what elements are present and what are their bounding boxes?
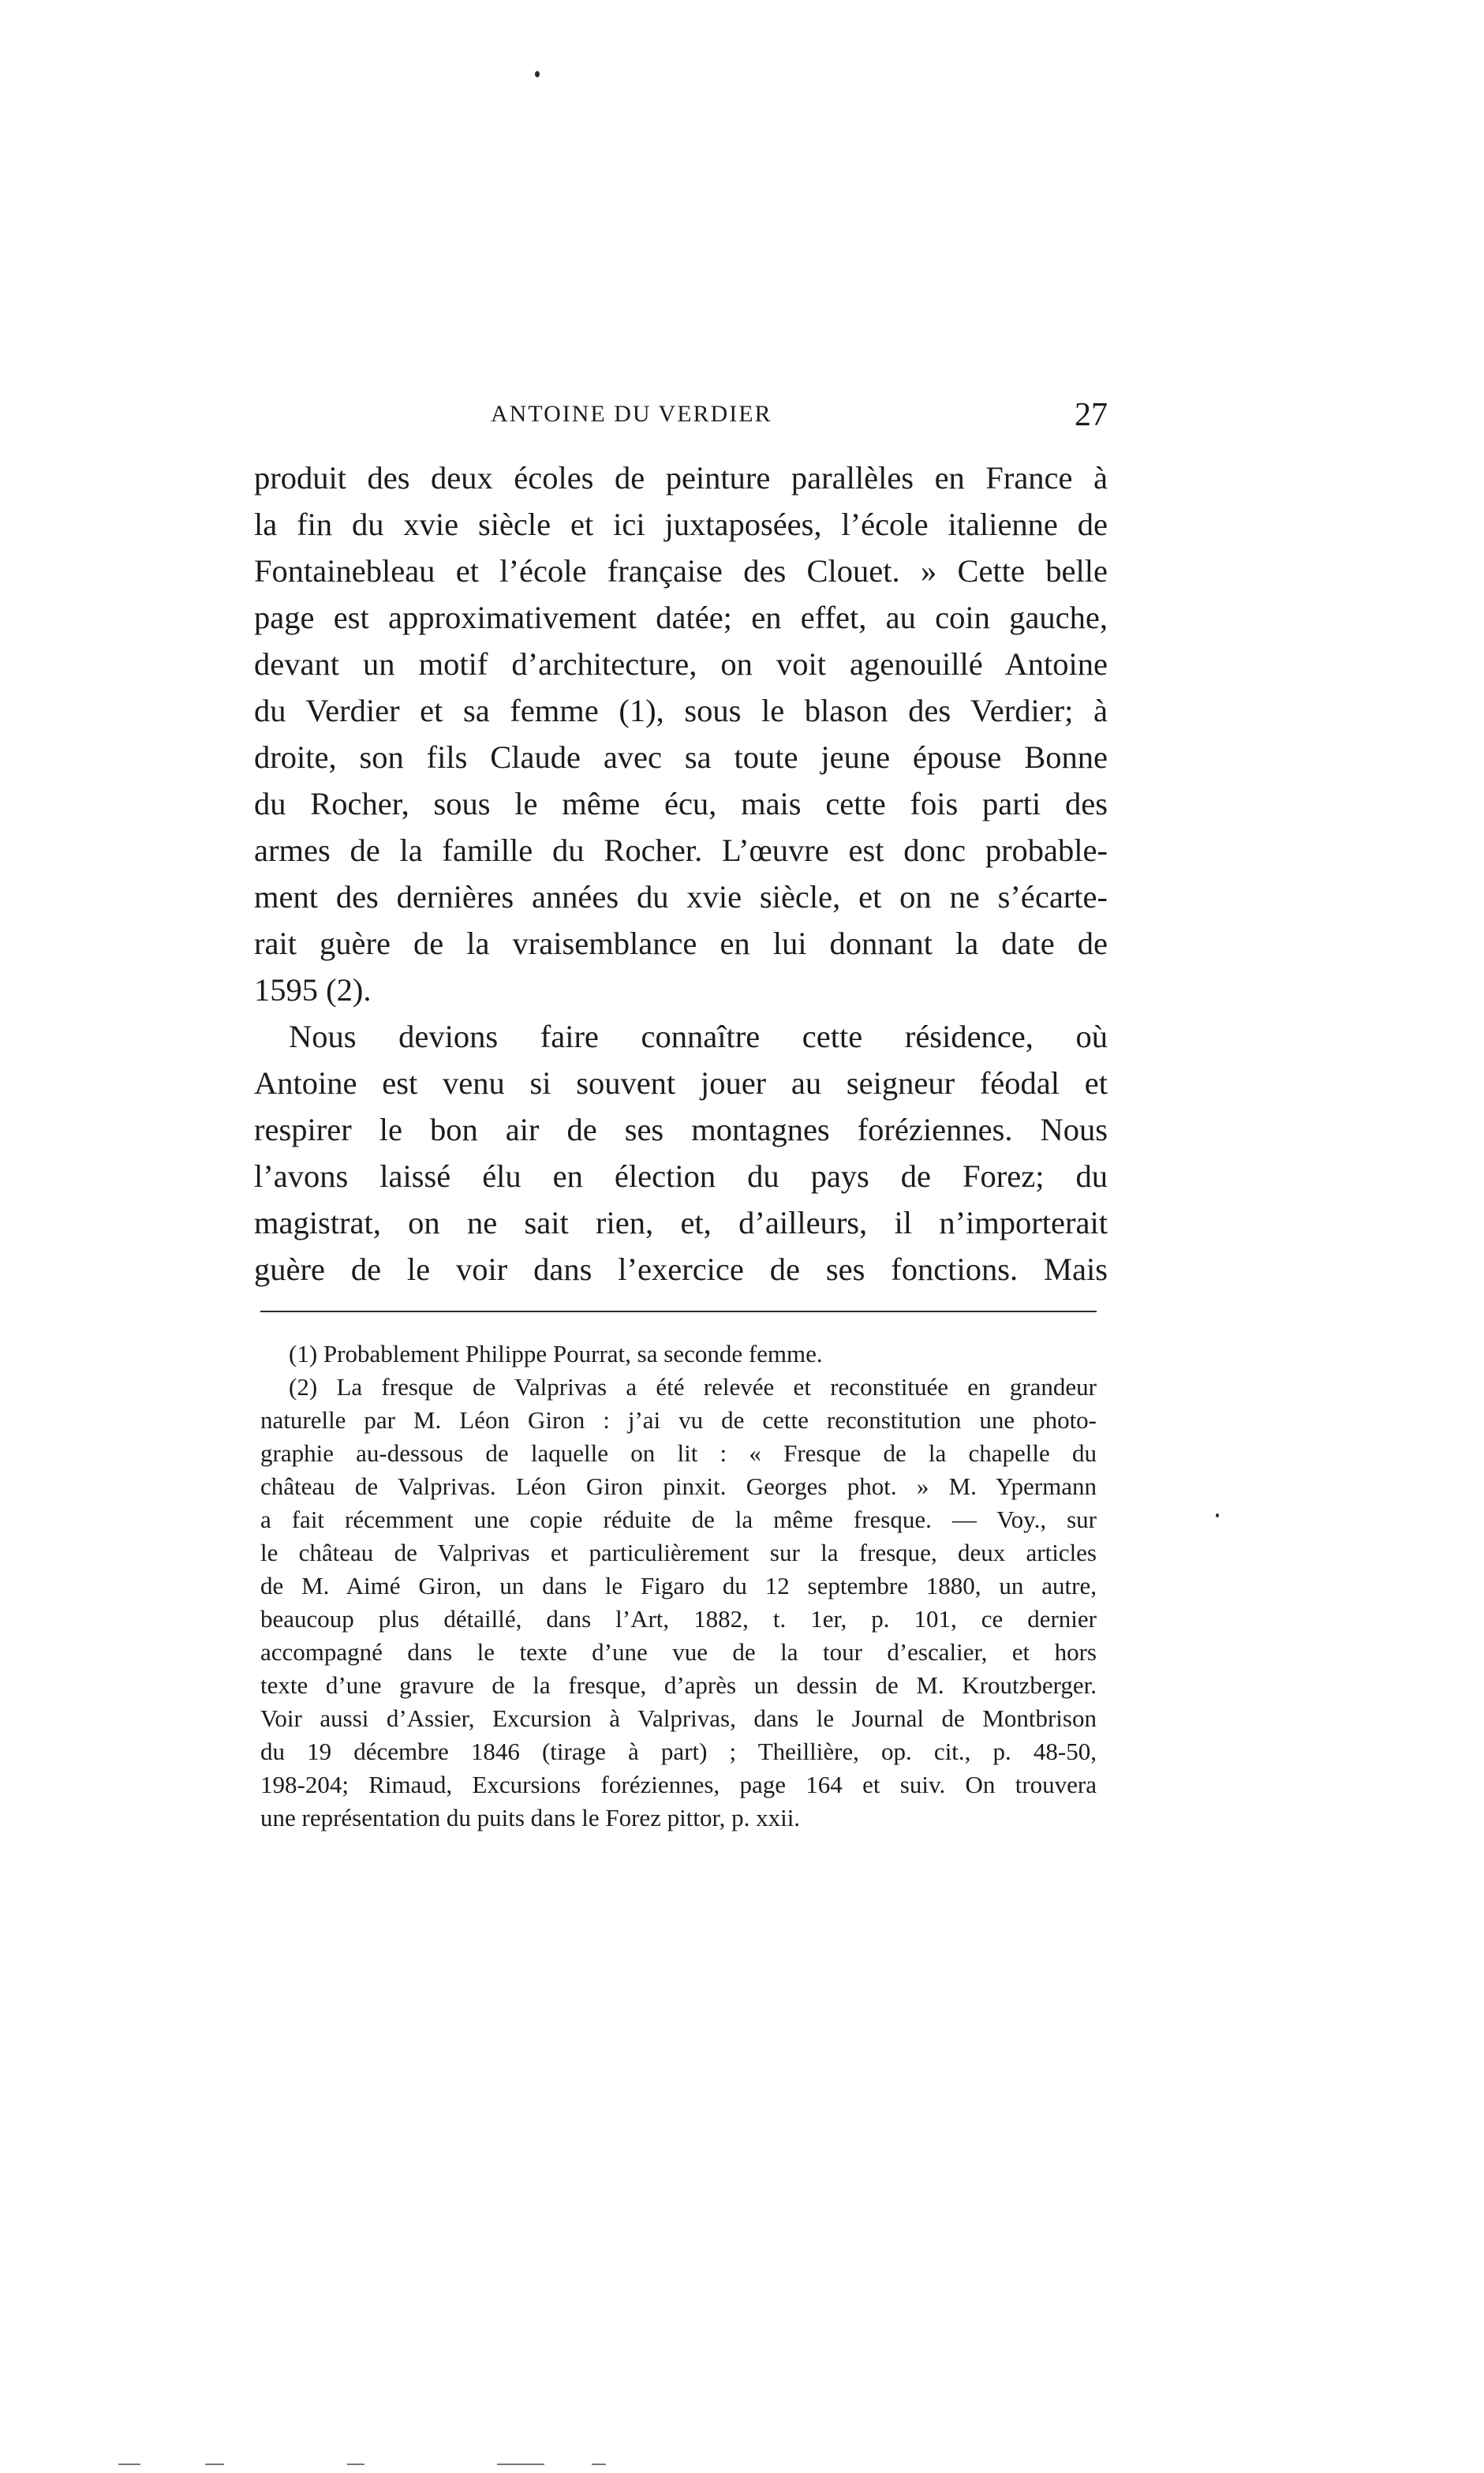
footnote-line: (2) La fresque de Valprivas a été relevée et reconstituée en grandeur: [289, 1373, 1097, 1401]
footnote-line: château de Valprivas. Léon Giron pinxit. Georges phot. » M. Ypermann: [260, 1472, 1097, 1500]
body-line: respirer le bon air de ses montagnes foréziennes. Nous: [254, 1112, 1108, 1147]
scan-edge-marks: [118, 2464, 671, 2467]
body-line: du Verdier et sa femme (1), sous le blason des Verdier; à: [254, 693, 1108, 728]
footnote-line: accompagné dans le texte d’une vue de la tour d’escalier, et hors: [260, 1638, 1097, 1666]
ink-speck: [1216, 1513, 1219, 1517]
footnote-line: une représentation du puits dans le Forez pittor, p. xxii.: [260, 1804, 801, 1831]
page-number: 27: [1075, 397, 1108, 433]
footnote-line: a fait récemment une copie réduite de la même fresque. — Voy., sur: [260, 1506, 1097, 1533]
body-line: ment des dernières années du xvie siècle, et on ne s’écarte-: [254, 879, 1108, 915]
footnote-line: de M. Aimé Giron, un dans le Figaro du 12 septembre 1880, un autre,: [260, 1572, 1097, 1599]
body-text: [254, 455, 1108, 1293]
footnotes: [260, 1338, 1097, 1835]
body-line: devant un motif d’architecture, on voit agenouillé Antoine: [254, 646, 1108, 682]
running-header: [254, 396, 1108, 436]
body-line: rait guère de la vraisemblance en lui donnant la date de: [254, 926, 1108, 961]
footnote-line: Voir aussi d’Assier, Excursion à Valprivas, dans le Journal de Montbrison: [260, 1704, 1097, 1732]
footnote-rule: [260, 1311, 1097, 1312]
body-line: 1595 (2).: [254, 972, 372, 1008]
footnote-line: 198-204; Rimaud, Excursions foréziennes, page 164 et suiv. On trouvera: [260, 1771, 1097, 1798]
body-line: droite, son fils Claude avec sa toute jeune épouse Bonne: [254, 739, 1108, 775]
footnote-line: naturelle par M. Léon Giron : j’ai vu de cette reconstitution une photo-: [260, 1406, 1097, 1434]
footnote-line: beaucoup plus détaillé, dans l’Art, 1882, t. 1er, p. 101, ce dernier: [260, 1605, 1097, 1633]
footnote-line: graphie au-dessous de laquelle on lit : « Fresque de la chapelle du: [260, 1439, 1097, 1467]
ink-speck: [535, 71, 540, 77]
footnote-line: texte d’une gravure de la fresque, d’après un dessin de M. Kroutzberger.: [260, 1671, 1097, 1699]
body-line: la fin du xvie siècle et ici juxtaposées, l’école italienne de: [254, 507, 1108, 542]
body-line: page est approximativement datée; en effet, au coin gauche,: [254, 600, 1108, 635]
footnote-line: le château de Valprivas et particulièrement sur la fresque, deux articles: [260, 1539, 1097, 1566]
body-line: Antoine est venu si souvent jouer au seigneur féodal et: [254, 1065, 1108, 1101]
body-line: Nous devions faire connaître cette résidence, où: [289, 1019, 1108, 1054]
body-line: du Rocher, sous le même écu, mais cette fois parti des: [254, 786, 1108, 821]
body-line: armes de la famille du Rocher. L’œuvre est donc probable-: [254, 832, 1108, 868]
body-line: l’avons laissé élu en élection du pays de Forez; du: [254, 1158, 1108, 1194]
footnote-line: (1) Probablement Philippe Pourrat, sa seconde femme.: [289, 1340, 823, 1367]
body-line: magistrat, on ne sait rien, et, d’ailleurs, il n’importerait: [254, 1205, 1108, 1240]
body-line: guère de le voir dans l’exercice de ses fonctions. Mais: [254, 1251, 1108, 1287]
footnote-line: du 19 décembre 1846 (tirage à part) ; Theillière, op. cit., p. 48-50,: [260, 1738, 1097, 1765]
running-title: ANTOINE DU VERDIER: [491, 401, 772, 427]
body-line: Fontainebleau et l’école française des Clouet. » Cette belle: [254, 553, 1108, 589]
body-line: produit des deux écoles de peinture parallèles en France à: [254, 460, 1108, 496]
